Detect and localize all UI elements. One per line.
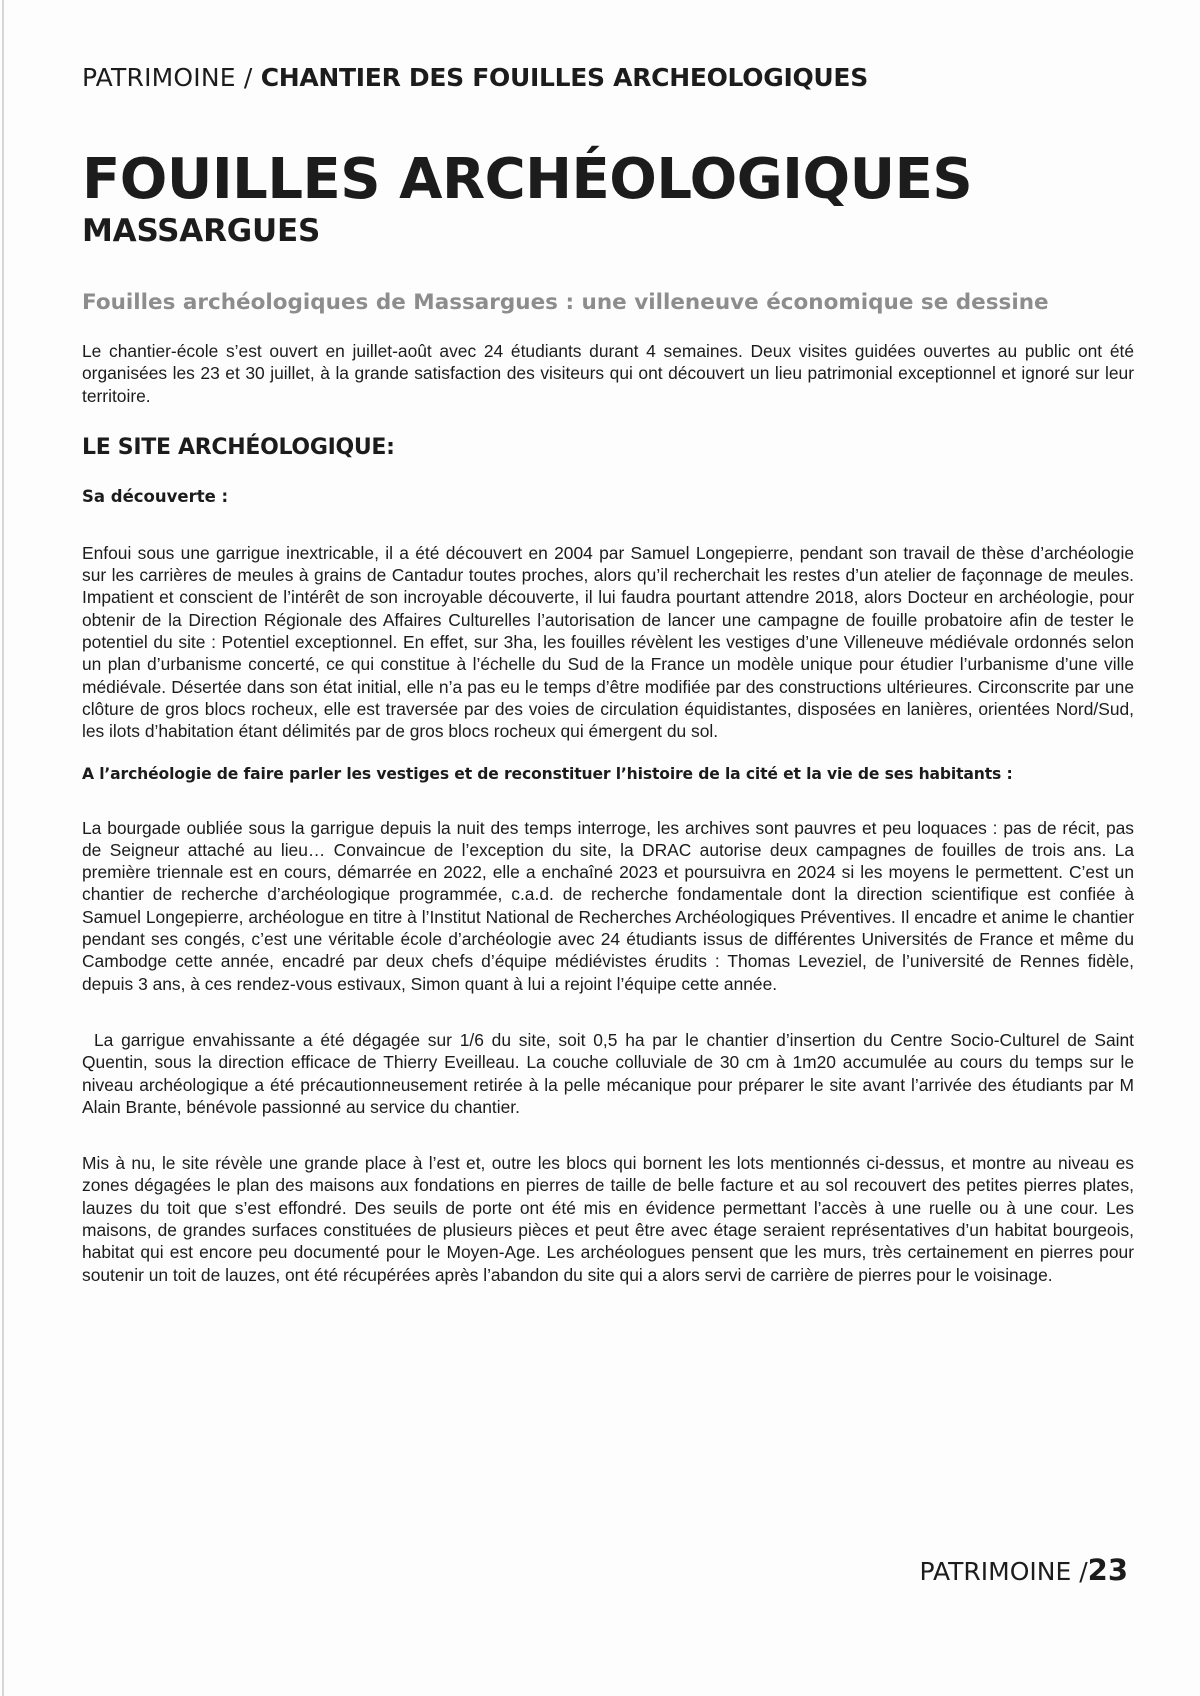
archaeology-role-paragraph: La bourgade oubliée sous la garrigue depuis la nuit des temps interroge, les archives sont pauvres et peu loquaces : pas de récit, pas de Seigneur attaché au lieu… Convaincue de l’exception du site, la DRAC autorise deux campagnes de fouilles de trois ans. La première triennale est en cours, démarrée en 2022, elle a enchaîné 2023 et poursuivra en 2024 si les moyens le permettent. C’est un chantier de recherche d’archéologique programmée, c.a.d. de recherche fondamentale dont la direction scientifique est confiée à Samuel Longepierre, archéologue en titre à l’Institut National de Recherches Archéologiques Préventives. Il encadre et anime le chantier pendant ses congés, c’est une véritable école d’archéologie avec 24 étudiants issus de différentes Universités de France et même du Cambodge cette année, encadré par deux chefs d’équipe médiévistes érudits : Thomas Leveziel, de l’université de Rennes fidèle, depuis 3 ans, à ces rendez-vous estivaux, Simon quant à lui a rejoint l’équipe cette année. bbox=[82, 817, 1134, 994]
page-number: 23 bbox=[1087, 1553, 1128, 1587]
discovery-heading: Sa découverte : bbox=[82, 486, 229, 506]
article bbox=[82, 58, 1134, 1286]
archaeology-role-heading: A l’archéologie de faire parler les vestiges et de reconstituer l’histoire de la cité et la vie de ses habitants : bbox=[82, 764, 1013, 783]
discovery-paragraph: Enfoui sous une garrigue inextricable, il a été découvert en 2004 par Samuel Longepierre, pendant son travail de thèse d’archéologie sur les carrières de meules à grains de Cantadur toutes proches, alors qu’il recherchait les restes d’un atelier de façonnage de meules. Impatient et conscient de l’intérêt de son incroyable découverte, il lui faudra pourtant attendre 2018, alors Docteur en archéologie, pour obtenir de la Direction Régionale des Affaires Culturelles l’autorisation de lancer une campagne de fouille probatoire afin de tester le potentiel du site : Potentiel exceptionnel. En effet, sur 3ha, les fouilles révèlent les vestiges d’une Villeneuve médiévale ordonnés selon un plan d’urbanisme concerté, ce qui constitue à l’échelle du Sud de la France un modèle unique pour étudier l’urbanisme d’une ville médiévale. Désertée dans son état initial, elle n’a pas eu le temps d’être modifiée par des constructions ultérieures. Circonscrite par une clôture de gros blocs rocheux, elle est traversée par des voies de circulation équidistantes, disposées en lanières, orientées Nord/Sud, les ilots d’habitation étant délimités par de gros blocs rocheux qui émergent du sol. bbox=[82, 542, 1134, 742]
scan-edge-line bbox=[2, 0, 4, 1696]
rubric-topic: CHANTIER DES FOUILLES ARCHEOLOGIQUES bbox=[260, 63, 868, 92]
footer-section: PATRIMOINE / bbox=[919, 1557, 1088, 1586]
page-footer bbox=[920, 1553, 1129, 1589]
rubric-separator: / bbox=[235, 63, 261, 92]
site-clearing-paragraph: La garrigue envahissante a été dégagée sur 1/6 du site, soit 0,5 ha par le chantier d’insertion du Centre Socio-Culturel de Saint Quentin, sous la direction efficace de Thierry Eveilleau. La couche colluviale de 30 cm à 1m20 accumulée au cours du temps sur le niveau archéologique a été précautionneusement retirée à la pelle mécanique pour préparer le site avant l’arrivée des étudiants par M Alain Brante, bénévole passionné au service du chantier. bbox=[82, 1029, 1134, 1117]
article-subtitle: MASSARGUES bbox=[82, 213, 321, 249]
rubric-section: PATRIMOINE bbox=[82, 63, 236, 92]
intro-paragraph: Le chantier-école s’est ouvert en juillet-août avec 24 étudiants durant 4 semaines. Deux visites guidées ouvertes au public ont été organisées les 23 et 30 juillet, à la grande satisfaction des visiteurs qui ont découvert un lieu patrimonial exceptionnel et ignoré sur leur territoire. bbox=[82, 341, 1134, 406]
section-rubric bbox=[82, 58, 1134, 98]
article-lead: Fouilles archéologiques de Massargues : une villeneuve économique se dessine bbox=[82, 290, 1049, 315]
site-findings-paragraph: Mis à nu, le site révèle une grande place à l’est et, outre les blocs qui bornent les lots mentionnés ci-dessus, et montre au niveau es zones dégagées le plan des maisons aux fondations en pierres de taille de belle facture et au sol recouvert des petites pierres plates, lauzes du toit que s’est effondré. Des seuils de porte ont été mis en évidence permettant l’accès à une ruelle ou à une cour. Les maisons, de grandes surfaces constituées de plusieurs pièces et peut être avec étage seraient représentatives d’un habitat bourgeois, habitat qui est encore peu documenté pour le Moyen-Age. Les archéologues pensent que les murs, très certainement en pierres pour soutenir un toit de lauzes, ont été récupérées après l’abandon du site qui a alors servi de carrière de pierres pour le voisinage. bbox=[82, 1153, 1134, 1285]
article-title: FOUILLES ARCHÉOLOGIQUES bbox=[82, 147, 973, 212]
section-heading: LE SITE ARCHÉOLOGIQUE: bbox=[82, 434, 395, 460]
